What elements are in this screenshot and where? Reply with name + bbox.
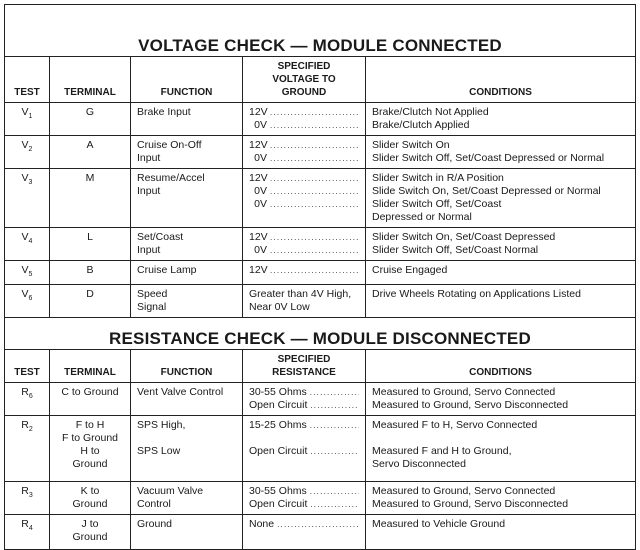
specified-value: Open Circuit [249,445,308,458]
header-function: FUNCTION [131,57,243,103]
condition: Slider Switch On, Set/Coast Depressed [372,231,556,243]
specified-value: Open Circuit [249,399,308,412]
specified-value: Near 0V Low [249,301,310,314]
specified-line [249,152,359,165]
header-specified-line: GROUND [281,87,327,98]
test-id [5,169,50,228]
function: Input [137,185,161,197]
terminal: H to [80,445,100,458]
terminal-cell [50,228,131,261]
terminal-cell [50,169,131,228]
terminal: C to Ground [61,386,119,399]
function-cell [131,285,243,318]
condition: Measured to Ground, Servo Disconnected [372,399,569,412]
function-cell [131,136,243,169]
specified-cell [243,103,366,136]
function: Vacuum Valve [137,485,204,498]
table-row [5,515,636,550]
specified-value: 12V [249,264,268,276]
specified-value: 15-25 Ohms [249,419,307,432]
terminal: Ground [72,498,108,511]
test-id [5,515,50,550]
terminal-cell [50,515,131,550]
terminal: M [85,172,95,184]
condition: Cruise Engaged [372,264,448,276]
terminal: B [86,264,94,276]
specified-value: 12V [249,106,268,118]
specified-cell [243,383,366,416]
function: SPS High, [137,419,186,432]
leader-dots [277,518,359,531]
test-id [5,285,50,318]
specified-value: 12V [249,139,268,151]
function-cell [131,383,243,416]
function: Speed [137,288,168,301]
specified-cell [243,416,366,482]
condition: Measured F to H, Servo Connected [372,419,538,432]
condition: Drive Wheels Rotating on Applications Listed [372,288,581,301]
leader-dots [270,119,359,132]
test-number: 2 [28,426,33,434]
table-row [5,228,636,261]
specified-line [249,244,359,257]
leader-dots [270,198,359,211]
test-number: 5 [28,271,33,279]
test-letter: V [21,139,29,151]
specified-line [249,119,359,132]
resistance-section-title: RESISTANCE CHECK — MODULE DISCONNECTED [5,318,636,350]
leader-dots [270,231,359,244]
header-terminal: TERMINAL [50,350,131,383]
header-specified-line: VOLTAGE TO [272,74,336,85]
test-number: 1 [28,113,33,121]
specified-cell [243,136,366,169]
function: Vent Valve Control [137,386,224,399]
leader-dots [310,419,359,432]
header-function: FUNCTION [131,350,243,383]
specified-value: Greater than 4V High, [249,288,352,301]
condition: Slider Switch Off, Set/Coast [372,198,502,210]
specified-line [249,264,359,277]
test-letter: R [21,485,29,498]
terminal-cell [50,383,131,416]
leader-dots [270,106,359,119]
specified-line [249,419,359,432]
conditions-cell [366,515,636,550]
specified-line [249,172,359,185]
header-terminal: TERMINAL [50,57,131,103]
function: SPS Low [137,445,181,458]
table-row [5,261,636,285]
leader-dots [270,244,359,257]
specified-cell [243,261,366,285]
specified-line [249,185,359,198]
test-letter: V [21,106,29,118]
specified-line [249,399,359,412]
specified-line [249,386,359,399]
voltage-header-row [5,57,636,103]
condition: Depressed or Normal [372,211,472,223]
terminal: J to [81,518,99,531]
condition: Measured to Ground, Servo Connected [372,386,556,399]
function-cell [131,416,243,482]
test-number: 4 [28,525,33,533]
conditions-cell [366,383,636,416]
conditions-cell [366,136,636,169]
terminal: Ground [72,531,108,544]
test-id [5,136,50,169]
header-test: TEST [5,57,50,103]
header-specified-line: SPECIFIED [277,354,331,366]
specified-value: 0V [254,185,267,197]
specified-line [249,518,359,531]
table-row [5,383,636,416]
specified-cell [243,285,366,318]
function-cell [131,261,243,285]
specified-value: 30-55 Ohms [249,485,307,498]
function: Input [137,152,161,164]
conditions-cell [366,416,636,482]
condition: Slider Switch Off, Set/Coast Normal [372,244,539,256]
conditions-cell [366,285,636,318]
terminal: K to [80,485,100,498]
test-number: 3 [28,492,33,500]
leader-dots [270,264,359,277]
test-number: 6 [28,393,33,401]
test-letter: R [21,518,29,531]
function-cell [131,169,243,228]
specified-cell [243,228,366,261]
leader-dots [270,172,359,185]
terminal-cell [50,261,131,285]
test-letter: V [21,264,29,276]
test-letter: R [21,419,29,432]
conditions-cell [366,228,636,261]
specified-value: Open Circuit [249,498,308,511]
terminal-cell [50,285,131,318]
leader-dots [270,185,359,198]
specified-value: None [249,518,275,531]
table-row [5,416,636,482]
function-cell [131,103,243,136]
test-letter: R [21,386,29,399]
test-number: 2 [28,146,33,154]
voltage-section-title: VOLTAGE CHECK — MODULE CONNECTED [5,5,636,57]
condition: Brake/Clutch Not Applied [372,106,489,118]
conditions-cell [366,261,636,285]
test-number: 3 [28,179,33,187]
function: Set/Coast [137,231,184,243]
function: Resume/Accel [137,172,205,184]
leader-dots [310,445,359,458]
specified-line [249,445,359,458]
specified-value: 12V [249,231,268,243]
specified-line [249,498,359,511]
table-row [5,285,636,318]
condition: Brake/Clutch Applied [372,119,470,131]
condition: Measured F and H to Ground, [372,445,512,458]
test-letter: V [21,231,29,243]
terminal: F to H [75,419,105,432]
function: Input [137,244,161,256]
test-id [5,261,50,285]
terminal-cell [50,416,131,482]
function: Cruise On-Off [137,139,202,151]
leader-dots [310,399,359,412]
header-conditions: CONDITIONS [366,57,636,103]
test-letter: V [21,288,29,301]
cruise-control-test-table [4,4,636,550]
leader-dots [270,139,359,152]
condition: Measured to Ground, Servo Disconnected [372,498,569,511]
specified-line [249,198,359,211]
specified-value: 0V [254,152,267,164]
header-specified-line: SPECIFIED [277,61,331,72]
header-conditions: CONDITIONS [366,350,636,383]
leader-dots [310,498,359,511]
table-row [5,103,636,136]
specified-cell [243,515,366,550]
function: Control [137,498,171,511]
condition: Slide Switch On, Set/Coast Depressed or Normal [372,185,601,197]
resistance-header-row [5,350,636,383]
test-id [5,103,50,136]
test-id [5,228,50,261]
resistance-section-title-row [5,318,636,350]
terminal: A [86,139,94,151]
terminal-cell [50,136,131,169]
table-row [5,169,636,228]
terminal: Ground [72,458,108,471]
test-number: 4 [28,238,33,246]
function-cell [131,515,243,550]
specified-cell [243,169,366,228]
header-test: TEST [5,350,50,383]
terminal-cell [50,103,131,136]
terminal: D [86,288,94,301]
terminal: G [85,106,95,118]
terminal: F to Ground [61,432,119,445]
function: Ground [137,518,173,531]
specified-value: 0V [254,198,267,210]
header-specified [243,57,366,103]
function-cell [131,228,243,261]
leader-dots [270,152,359,165]
function: Brake Input [137,106,191,118]
leader-dots [310,485,359,498]
voltage-section-title-row [5,5,636,57]
specified-line [249,485,359,498]
specified-value: 12V [249,172,268,184]
specified-value: 0V [254,244,267,256]
header-specified [243,350,366,383]
specified-line [249,231,359,244]
test-id [5,416,50,482]
test-letter: V [21,172,29,184]
specified-value: 30-55 Ohms [249,386,307,399]
conditions-cell [366,103,636,136]
condition: Measured to Ground, Servo Connected [372,485,556,498]
terminal: L [87,231,93,243]
condition: Slider Switch On [372,139,450,151]
table-row [5,136,636,169]
specified-value: 0V [254,119,267,131]
conditions-cell [366,169,636,228]
specified-line [249,139,359,152]
header-specified-line: RESISTANCE [272,367,336,379]
function: Cruise Lamp [137,264,197,276]
specified-line [249,106,359,119]
test-number: 6 [28,295,33,303]
condition: Slider Switch Off, Set/Coast Depressed or Normal [372,152,605,164]
condition: Slider Switch in R/A Position [372,172,504,184]
function: Signal [137,301,167,314]
condition: Servo Disconnected [372,458,466,471]
condition: Measured to Vehicle Ground [372,518,506,531]
leader-dots [310,386,359,399]
test-id [5,383,50,416]
